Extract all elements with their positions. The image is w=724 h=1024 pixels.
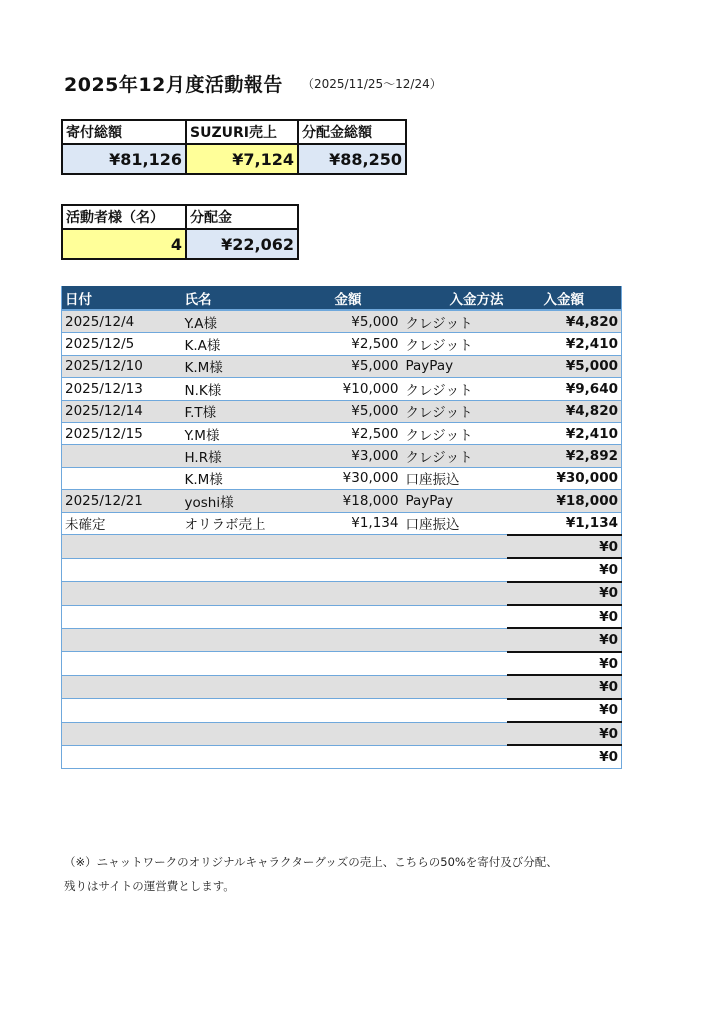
cell-name	[182, 722, 292, 745]
activists-table	[61, 204, 299, 260]
cell-received: ¥30,000	[507, 467, 622, 489]
cell-received: ¥0	[507, 535, 622, 558]
cell-name	[182, 582, 292, 605]
table-row	[62, 699, 622, 722]
cell-amount	[292, 722, 402, 745]
cell-amount: ¥5,000	[292, 400, 402, 422]
cell-method: クレジット	[402, 310, 507, 333]
table-row	[62, 745, 622, 768]
col-header-received: 入金額	[507, 286, 622, 310]
cell-date	[62, 467, 182, 489]
table-row	[62, 512, 622, 535]
cell-amount: ¥18,000	[292, 490, 402, 512]
cell-amount: ¥1,134	[292, 512, 402, 535]
cell-method	[402, 582, 507, 605]
cell-date	[62, 628, 182, 651]
summary-header-donation-total: 寄付総額	[62, 120, 186, 144]
cell-name	[182, 675, 292, 698]
cell-name: N.K様	[182, 378, 292, 400]
cell-method: 口座振込	[402, 467, 507, 489]
cell-method: クレジット	[402, 422, 507, 444]
cell-date: 2025/12/4	[62, 310, 182, 333]
cell-date	[62, 722, 182, 745]
cell-name: オリラボ売上	[182, 512, 292, 535]
cell-date: 2025/12/10	[62, 355, 182, 377]
cell-amount: ¥30,000	[292, 467, 402, 489]
cell-name: K.A様	[182, 333, 292, 355]
cell-date: 2025/12/13	[62, 378, 182, 400]
summary-header-distribution-total: 分配金総額	[298, 120, 406, 144]
cell-amount: ¥10,000	[292, 378, 402, 400]
cell-name	[182, 535, 292, 558]
table-row	[62, 400, 622, 422]
cell-amount: ¥2,500	[292, 422, 402, 444]
cell-received: ¥1,134	[507, 512, 622, 535]
cell-received: ¥0	[507, 699, 622, 722]
table-row	[62, 652, 622, 675]
table-row	[62, 628, 622, 651]
cell-received: ¥0	[507, 605, 622, 628]
cell-date	[62, 582, 182, 605]
cell-method	[402, 745, 507, 768]
cell-received: ¥18,000	[507, 490, 622, 512]
cell-amount	[292, 699, 402, 722]
cell-method: クレジット	[402, 400, 507, 422]
cell-date: 2025/12/14	[62, 400, 182, 422]
cell-amount	[292, 652, 402, 675]
cell-method: クレジット	[402, 333, 507, 355]
footnote-line-1: （※）ニャットワークのオリジナルキャラクターグッズの売上、こちらの50%を寄付及び分配、	[64, 855, 558, 869]
cell-received: ¥0	[507, 675, 622, 698]
cell-method: PayPay	[402, 355, 507, 377]
cell-name: K.M様	[182, 355, 292, 377]
cell-date	[62, 445, 182, 467]
cell-method: 口座振込	[402, 512, 507, 535]
summary-value-distribution-total: ¥88,250	[298, 144, 406, 174]
cell-date: 2025/12/15	[62, 422, 182, 444]
cell-name	[182, 745, 292, 768]
footnote-line-2: 残りはサイトの運営費とします。	[64, 879, 235, 893]
cell-amount	[292, 628, 402, 651]
cell-amount	[292, 605, 402, 628]
cell-method	[402, 699, 507, 722]
cell-date	[62, 605, 182, 628]
cell-name	[182, 628, 292, 651]
cell-received: ¥2,410	[507, 333, 622, 355]
table-row	[62, 422, 622, 444]
activists-value-distribution: ¥22,062	[186, 229, 298, 259]
table-row	[62, 333, 622, 355]
table-row	[62, 467, 622, 489]
activists-header-distribution: 分配金	[186, 205, 298, 229]
cell-amount: ¥5,000	[292, 310, 402, 333]
cell-received: ¥0	[507, 582, 622, 605]
cell-date: 2025/12/21	[62, 490, 182, 512]
cell-method	[402, 558, 507, 581]
cell-method: クレジット	[402, 445, 507, 467]
cell-name	[182, 605, 292, 628]
col-header-name: 氏名	[182, 286, 292, 310]
cell-method	[402, 652, 507, 675]
cell-amount: ¥5,000	[292, 355, 402, 377]
cell-date: 未確定	[62, 512, 182, 535]
table-row	[62, 490, 622, 512]
summary-value-suzuri-sales: ¥7,124	[186, 144, 298, 174]
cell-amount	[292, 745, 402, 768]
cell-name: Y.A様	[182, 310, 292, 333]
donation-table	[61, 286, 622, 769]
table-row	[62, 310, 622, 333]
col-header-amount: 金額	[292, 286, 402, 310]
cell-name: K.M様	[182, 467, 292, 489]
cell-received: ¥5,000	[507, 355, 622, 377]
table-row	[62, 558, 622, 581]
cell-received: ¥0	[507, 722, 622, 745]
cell-method	[402, 675, 507, 698]
table-row	[62, 445, 622, 467]
cell-date	[62, 558, 182, 581]
col-header-date: 日付	[62, 286, 182, 310]
cell-date	[62, 675, 182, 698]
cell-received: ¥4,820	[507, 400, 622, 422]
cell-date	[62, 652, 182, 675]
report-title: 2025年12月度活動報告	[64, 74, 283, 96]
col-header-method: 入金方法	[402, 286, 507, 310]
table-row	[62, 605, 622, 628]
cell-received: ¥2,410	[507, 422, 622, 444]
cell-amount	[292, 535, 402, 558]
cell-amount	[292, 582, 402, 605]
cell-date	[62, 745, 182, 768]
cell-received: ¥0	[507, 628, 622, 651]
table-row	[62, 378, 622, 400]
cell-name	[182, 699, 292, 722]
cell-method: PayPay	[402, 490, 507, 512]
table-row	[62, 675, 622, 698]
cell-amount: ¥3,000	[292, 445, 402, 467]
footnote	[64, 850, 558, 898]
cell-received: ¥2,892	[507, 445, 622, 467]
cell-received: ¥9,640	[507, 378, 622, 400]
table-row	[62, 582, 622, 605]
report-period: （2025/11/25～12/24）	[302, 77, 442, 91]
cell-name: yoshi様	[182, 490, 292, 512]
cell-received: ¥4,820	[507, 310, 622, 333]
cell-name	[182, 558, 292, 581]
summary-header-suzuri-sales: SUZURI売上	[186, 120, 298, 144]
cell-method	[402, 605, 507, 628]
donation-table-header	[62, 286, 622, 310]
cell-name: F.T様	[182, 400, 292, 422]
table-row	[62, 535, 622, 558]
cell-amount: ¥2,500	[292, 333, 402, 355]
activists-value-count: 4	[62, 229, 186, 259]
cell-name	[182, 652, 292, 675]
table-row	[62, 355, 622, 377]
cell-received: ¥0	[507, 558, 622, 581]
cell-date	[62, 699, 182, 722]
activists-header-count: 活動者様（名）	[62, 205, 186, 229]
cell-date: 2025/12/5	[62, 333, 182, 355]
cell-amount	[292, 558, 402, 581]
cell-method	[402, 628, 507, 651]
cell-date	[62, 535, 182, 558]
cell-amount	[292, 675, 402, 698]
cell-name: Y.M様	[182, 422, 292, 444]
summary-value-donation-total: ¥81,126	[62, 144, 186, 174]
cell-received: ¥0	[507, 652, 622, 675]
table-row	[62, 722, 622, 745]
cell-received: ¥0	[507, 745, 622, 768]
cell-method: クレジット	[402, 378, 507, 400]
cell-method	[402, 722, 507, 745]
cell-method	[402, 535, 507, 558]
summary-table	[61, 119, 407, 175]
cell-name: H.R様	[182, 445, 292, 467]
